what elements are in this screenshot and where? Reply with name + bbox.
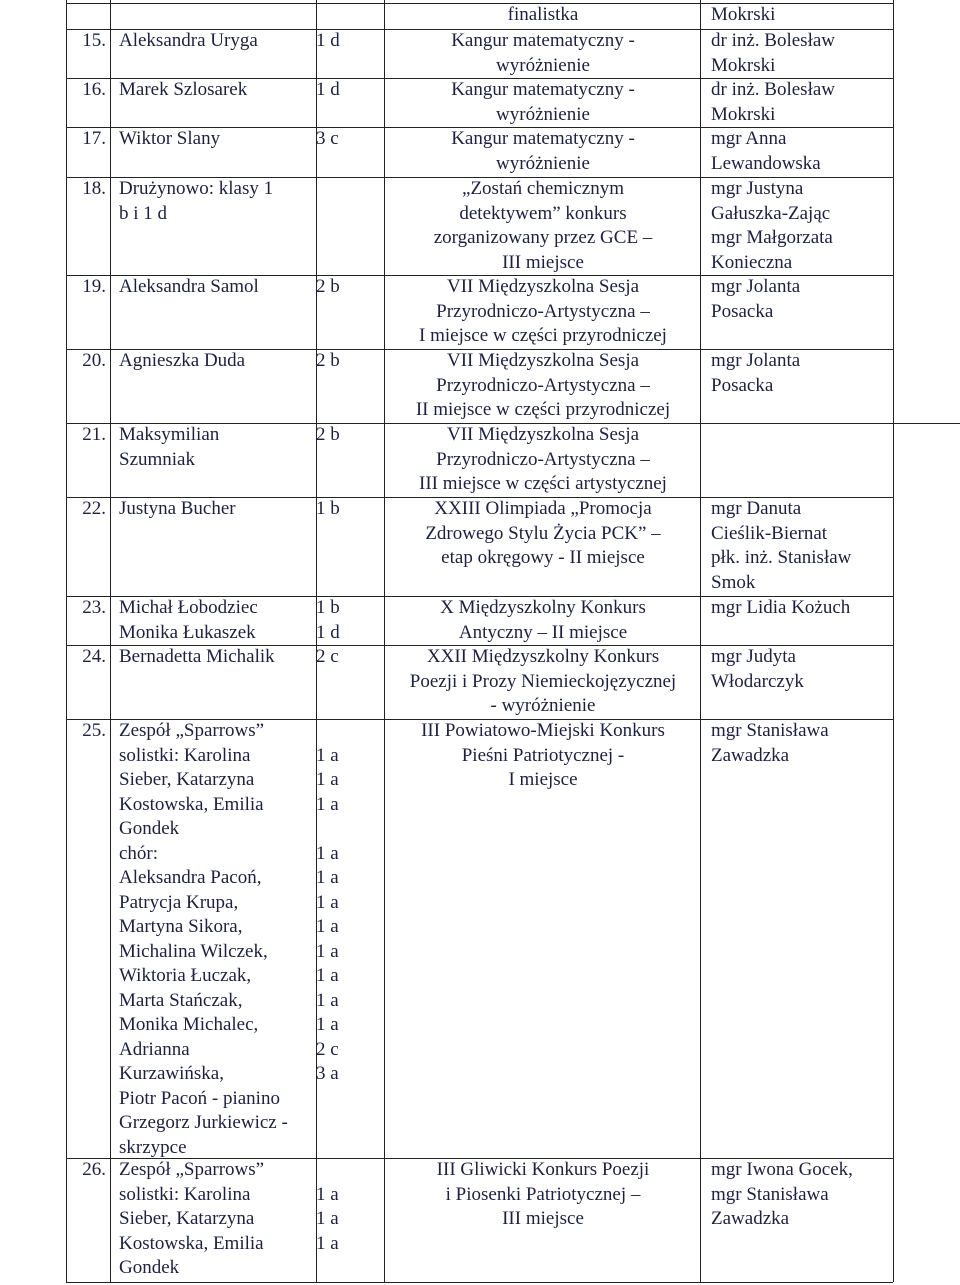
row-11-name-line: Bernadetta Michalik	[119, 646, 275, 667]
row-3-no-line: 16.	[82, 79, 106, 100]
row-4-award-line: wyróżnienie	[496, 152, 590, 174]
row-4-award-line: Kangur matematyczny -	[451, 128, 635, 149]
row-12-name-line: Martyna Sikora,	[119, 916, 243, 937]
row-6-award-line: VII Międzyszkolna Sesja	[446, 276, 640, 297]
row-2-teacher-line: dr inż. Bolesław	[711, 30, 836, 51]
row-12-name-line: Aleksandra Pacoń,	[119, 867, 262, 888]
row-9-teacher-line: płk. inż. Stanisław	[711, 547, 852, 568]
row-3-cls-line: 1 d	[316, 79, 340, 100]
row-12-award-line: III Powiatowo-Miejski Konkurs	[421, 720, 665, 741]
row-8-award-line: VII Międzyszkolna Sesja	[446, 424, 640, 445]
row-2-name-line: Aleksandra Uryga	[119, 30, 258, 51]
row-5-teacher-line: Gałuszka-Zając	[711, 202, 831, 224]
row-12-cls-line: 2 c	[316, 1038, 339, 1060]
row-5-award-line: „Zostań chemicznym	[462, 178, 624, 199]
row-12-cls-line: 1 a	[316, 842, 339, 864]
row-13-cls-line: 1 a	[316, 1232, 339, 1254]
row-8-name-line: Maksymilian	[119, 424, 220, 445]
row-9-award-line: etap okręgowy - II miejsce	[441, 547, 645, 568]
row-2-award-line: wyróżnienie	[496, 54, 590, 76]
row-12-award-line: I miejsce	[508, 769, 578, 790]
row-12-teacher-line: Zawadzka	[711, 744, 790, 766]
row-4-name-line: Wiktor Slany	[119, 128, 221, 149]
row-12-name-line: Grzegorz Jurkiewicz -	[119, 1112, 288, 1133]
row-12-cls-line: 1 a	[316, 989, 339, 1011]
row-12-cls-line: 1 a	[316, 1014, 339, 1035]
row-12-name-line: Marta Stańczak,	[119, 989, 243, 1011]
row-12-cls-line: 3 a	[316, 1063, 339, 1084]
table-column-border	[700, 0, 701, 1282]
row-13-teacher-line: mgr Stanisława	[711, 1183, 829, 1205]
row-8-no-line: 21.	[82, 424, 106, 445]
row-3-teacher-line: Mokrski	[711, 103, 776, 125]
row-12-name-line: Piotr Pacoń - pianino	[119, 1087, 280, 1109]
row-12-name-line: Kurzawińska,	[119, 1063, 224, 1084]
row-12-name-line: chór:	[119, 842, 159, 864]
row-6-no-line: 19.	[82, 276, 106, 297]
row-7-award-line: Przyrodniczo-Artystyczna –	[436, 374, 650, 396]
row-7-no-line: 20.	[82, 350, 106, 371]
row-12-cls-line: 1 a	[316, 940, 339, 962]
row-4-teacher-line: Lewandowska	[711, 152, 821, 174]
row-5-award-line: III miejsce	[502, 251, 584, 273]
row-9-teacher-line: mgr Danuta	[711, 498, 802, 519]
row-13-award-line: III miejsce	[502, 1208, 584, 1229]
row-6-award-line: Przyrodniczo-Artystyczna –	[436, 300, 650, 322]
row-3-teacher-line: dr inż. Bolesław	[711, 79, 836, 100]
row-5-award-line: detektywem” konkurs	[459, 202, 627, 224]
row-11-no-line: 24.	[82, 646, 106, 667]
row-10-award-line: X Międzyszkolny Konkurs	[440, 597, 646, 618]
row-4-cls-line: 3 c	[316, 128, 339, 149]
row-10-cls-line: 1 b	[316, 597, 340, 618]
table-row-border	[893, 423, 960, 424]
row-5-award-line: zorganizowany przez GCE –	[433, 227, 653, 248]
row-5-name-line: Drużynowo: klasy 1	[119, 178, 274, 199]
row-8-name-line: Szumniak	[119, 448, 195, 470]
row-13-teacher-line: mgr Iwona Gocek,	[711, 1159, 853, 1180]
row-6-teacher-line: Posacka	[711, 300, 774, 322]
row-10-no-line: 23.	[82, 597, 106, 618]
row-13-name-line: Gondek	[119, 1257, 180, 1278]
row-12-name-line: Monika Michalec,	[119, 1014, 259, 1035]
row-8-award-line: III miejsce w części artystycznej	[419, 473, 667, 494]
row-12-name-line: Gondek	[119, 818, 180, 839]
row-3-award-line: Kangur matematyczny -	[451, 79, 635, 100]
row-6-cls-line: 2 b	[316, 276, 340, 297]
row-7-award-line: VII Międzyszkolna Sesja	[446, 350, 640, 371]
row-11-award-line: - wyróżnienie	[490, 695, 596, 716]
row-7-name-line: Agnieszka Duda	[119, 350, 246, 371]
row-13-award-line: i Piosenki Patriotycznej –	[445, 1183, 641, 1205]
row-6-name-line: Aleksandra Samol	[119, 276, 259, 297]
row-12-name-line: Patrycja Krupa,	[119, 891, 239, 913]
row-12-name-line: Sieber, Katarzyna	[119, 769, 255, 790]
row-13-name-line: solistki: Karolina	[119, 1183, 251, 1205]
row-3-award-line: wyróżnienie	[496, 103, 590, 125]
row-12-name-line: Kostowska, Emilia	[119, 793, 264, 815]
row-9-cls-line: 1 b	[316, 498, 340, 519]
row-13-award-line: III Gliwicki Konkurs Poezji	[436, 1159, 650, 1180]
row-12-name-line: solistki: Karolina	[119, 744, 251, 766]
row-5-teacher-line: mgr Justyna	[711, 178, 804, 199]
row-8-cls-line: 2 b	[316, 424, 340, 445]
row-8-award-line: Przyrodniczo-Artystyczna –	[436, 448, 650, 470]
row-9-teacher-line: Smok	[711, 571, 756, 593]
row-12-name-line: Wiktoria Łuczak,	[119, 965, 252, 986]
row-12-cls-line: 1 a	[316, 891, 339, 913]
row-1-teacher-line: Mokrski	[711, 4, 776, 25]
row-9-award-line: Zdrowego Stylu Życia PCK” –	[425, 522, 661, 544]
row-11-award-line: XXII Międzyszkolny Konkurs	[426, 646, 660, 667]
row-12-teacher-line: mgr Stanisława	[711, 720, 829, 741]
row-12-cls-line: 1 a	[316, 867, 339, 888]
row-10-name-line: Michał Łobodziec	[119, 597, 258, 618]
row-7-teacher-line: Posacka	[711, 374, 774, 396]
table-column-border	[110, 0, 111, 1282]
row-7-cls-line: 2 b	[316, 350, 340, 371]
row-9-no-line: 22.	[82, 498, 106, 519]
row-6-teacher-line: mgr Jolanta	[711, 276, 801, 297]
row-12-cls-line: 1 a	[316, 744, 339, 766]
row-13-cls-line: 1 a	[316, 1208, 339, 1229]
row-12-name-line: skrzypce	[119, 1136, 187, 1158]
row-12-cls-line: 1 a	[316, 965, 339, 986]
row-12-cls-line: 1 a	[316, 916, 339, 937]
row-1-award-line: finalistka	[507, 4, 579, 25]
row-11-award-line: Poezji i Prozy Niemieckojęzycznej	[409, 670, 677, 692]
row-6-award-line: I miejsce w części przyrodniczej	[419, 325, 667, 346]
row-7-award-line: II miejsce w części przyrodniczej	[415, 399, 671, 420]
row-2-cls-line: 1 d	[316, 30, 340, 51]
row-12-name-line: Zespół „Sparrows”	[119, 720, 265, 741]
row-10-name-line: Monika Łukaszek	[119, 621, 256, 643]
row-10-teacher-line: mgr Lidia Kożuch	[711, 597, 851, 618]
row-11-teacher-line: mgr Judyta	[711, 646, 796, 667]
row-9-teacher-line: Cieślik-Biernat	[711, 522, 828, 544]
row-7-teacher-line: mgr Jolanta	[711, 350, 801, 371]
row-13-name-line: Sieber, Katarzyna	[119, 1208, 255, 1229]
table-column-border	[384, 0, 385, 1282]
row-4-teacher-line: mgr Anna	[711, 128, 787, 149]
row-13-name-line: Zespół „Sparrows”	[119, 1159, 265, 1180]
row-4-no-line: 17.	[82, 128, 106, 149]
row-13-teacher-line: Zawadzka	[711, 1208, 790, 1229]
row-13-cls-line: 1 a	[316, 1183, 339, 1205]
row-10-cls-line: 1 d	[316, 621, 340, 643]
row-12-cls-line: 1 a	[316, 793, 339, 815]
table-column-border	[893, 0, 894, 1282]
row-3-name-line: Marek Szlosarek	[119, 79, 248, 100]
row-2-no-line: 15.	[82, 30, 106, 51]
row-5-teacher-line: Konieczna	[711, 251, 793, 273]
row-5-no-line: 18.	[82, 178, 106, 199]
table-column-border	[66, 0, 67, 1282]
table-row-border	[66, 1282, 893, 1283]
row-10-award-line: Antyczny – II miejsce	[458, 621, 628, 643]
row-5-teacher-line: mgr Małgorzata	[711, 227, 833, 248]
row-13-name-line: Kostowska, Emilia	[119, 1232, 264, 1254]
row-13-no-line: 26.	[82, 1159, 106, 1180]
row-9-name-line: Justyna Bucher	[119, 498, 236, 519]
row-2-teacher-line: Mokrski	[711, 54, 776, 76]
row-5-name-line: b i 1 d	[119, 202, 168, 224]
row-2-award-line: Kangur matematyczny -	[451, 30, 635, 51]
row-12-name-line: Adrianna	[119, 1038, 190, 1060]
row-11-teacher-line: Włodarczyk	[711, 670, 804, 692]
row-9-award-line: XXIII Olimpiada „Promocja	[434, 498, 652, 519]
row-11-cls-line: 2 c	[316, 646, 339, 667]
row-12-award-line: Pieśni Patriotycznej -	[461, 744, 625, 766]
row-12-no-line: 25.	[82, 720, 106, 741]
row-12-cls-line: 1 a	[316, 769, 339, 790]
row-12-name-line: Michalina Wilczek,	[119, 940, 268, 962]
